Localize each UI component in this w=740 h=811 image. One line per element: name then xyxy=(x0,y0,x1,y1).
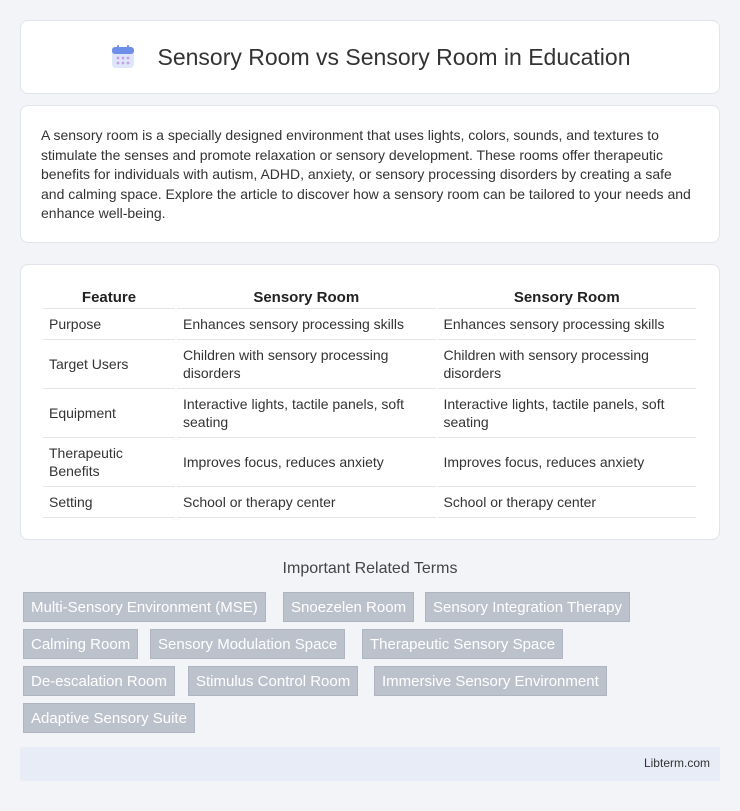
table-cell: School or therapy center xyxy=(177,487,436,518)
related-term-tag[interactable]: Immersive Sensory Environment xyxy=(374,666,607,696)
table-row xyxy=(43,309,696,340)
related-term-tag[interactable]: Adaptive Sensory Suite xyxy=(23,703,195,733)
table-row xyxy=(43,340,696,389)
related-term-tag[interactable]: Sensory Integration Therapy xyxy=(425,592,630,622)
table-cell: Enhances sensory processing skills xyxy=(177,309,436,340)
footer xyxy=(20,747,720,781)
table-header-row xyxy=(43,285,696,309)
table-cell: Enhances sensory processing skills xyxy=(438,309,697,340)
column-header-a: Sensory Room xyxy=(177,285,436,309)
footer-site-link[interactable]: Libterm.com xyxy=(643,756,710,770)
related-term-tag[interactable]: Stimulus Control Room xyxy=(188,666,358,696)
intro-text: A sensory room is a specially designed environment that uses lights, colors, sounds, and textures to stimulate the senses and promote relaxation or sensory development. These rooms offer therapeutic benefits for individuals with autism, ADHD, anxiety, or sensory processing disorders by creating a safe and calming space. Explore the article to discover how a sensory room can be tailored to your needs and enhance well-being. xyxy=(41,127,691,222)
related-term-tag[interactable]: Therapeutic Sensory Space xyxy=(362,629,563,659)
table-cell: Interactive lights, tactile panels, soft seating xyxy=(177,389,436,438)
comparison-table xyxy=(41,285,698,518)
table-row xyxy=(43,487,696,518)
table-cell: Children with sensory processing disorders xyxy=(177,340,436,389)
table-row xyxy=(43,389,696,438)
table-cell: Children with sensory processing disorders xyxy=(438,340,697,389)
page-title: Sensory Room vs Sensory Room in Education xyxy=(157,43,631,70)
header-card xyxy=(20,20,720,94)
table-cell: Improves focus, reduces anxiety xyxy=(177,438,436,487)
related-term-tag[interactable]: Snoezelen Room xyxy=(283,592,414,622)
table-row xyxy=(43,438,696,487)
related-terms-title: Important Related Terms xyxy=(282,560,458,577)
column-header-feature: Feature xyxy=(43,285,175,309)
related-term-tag[interactable]: Sensory Modulation Space xyxy=(150,629,345,659)
table-cell: Therapeutic Benefits xyxy=(43,438,175,487)
calendar-icon xyxy=(110,44,136,70)
table-cell: Setting xyxy=(43,487,175,518)
related-term-tag[interactable]: De-escalation Room xyxy=(23,666,175,696)
table-cell: School or therapy center xyxy=(438,487,697,518)
table-cell: Purpose xyxy=(43,309,175,340)
table-cell: Interactive lights, tactile panels, soft seating xyxy=(438,389,697,438)
table-cell: Improves focus, reduces anxiety xyxy=(438,438,697,487)
table-cell: Equipment xyxy=(43,389,175,438)
column-header-b: Sensory Room xyxy=(438,285,697,309)
related-term-tag[interactable]: Calming Room xyxy=(23,629,138,659)
table-cell: Target Users xyxy=(43,340,175,389)
comparison-card xyxy=(20,264,720,540)
related-term-tag[interactable]: Multi-Sensory Environment (MSE) xyxy=(23,592,266,622)
intro-card xyxy=(20,105,720,243)
